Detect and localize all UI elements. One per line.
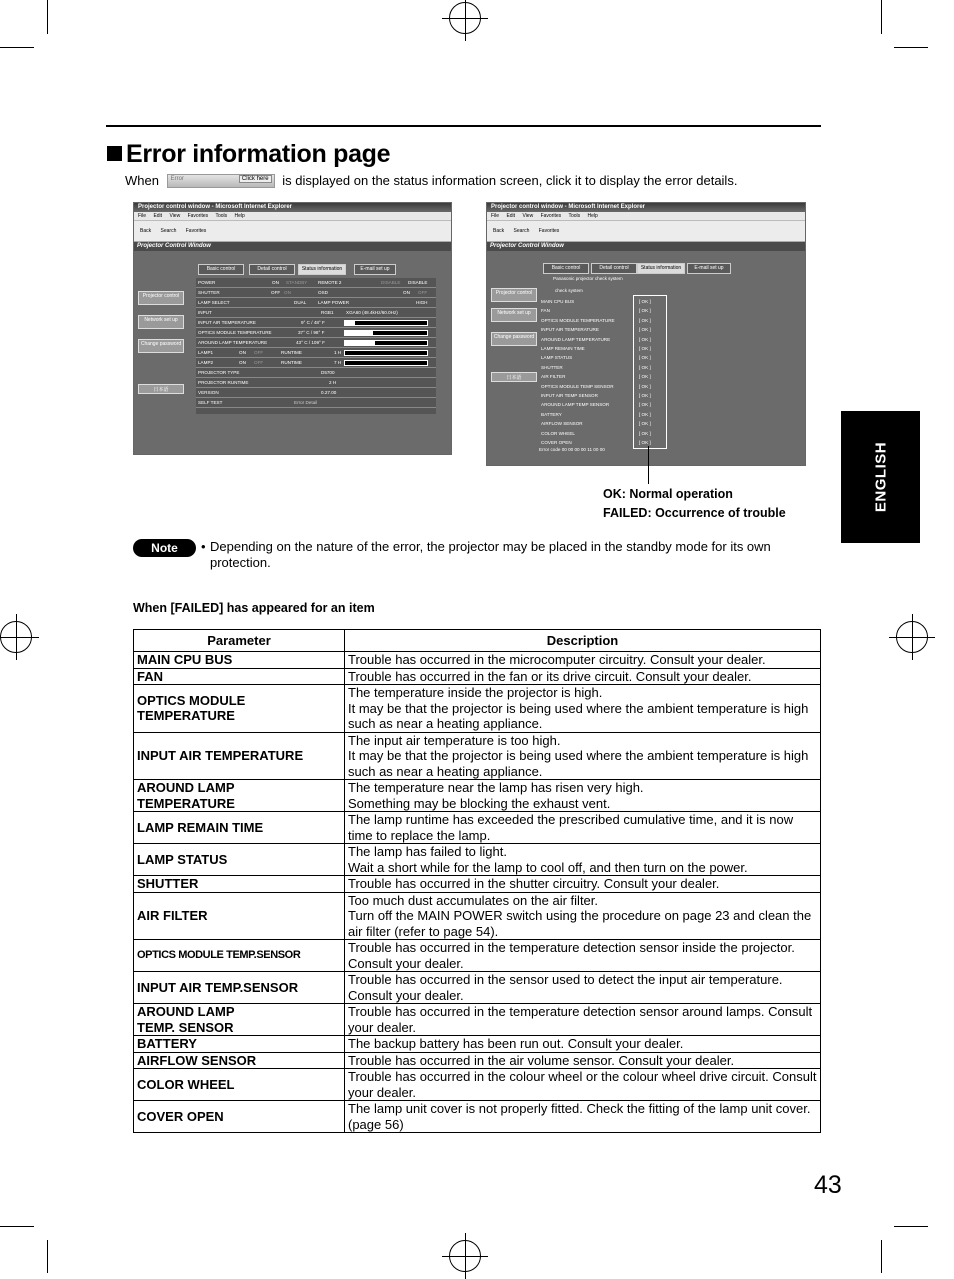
tab-detail-control: Detail control: [591, 263, 637, 274]
description-cell: Trouble has occurred in the sensor used to detect the input air temperature. Consult your dealer.: [345, 972, 821, 1004]
toolbar: Back Search Favorites: [134, 221, 451, 242]
projector-control-button: Projector control: [491, 288, 537, 302]
description-cell: Trouble has occurred in the microcomputer circuitry. Consult your dealer.: [345, 652, 821, 669]
table-row: [134, 652, 821, 669]
japanese-button: 日本語: [138, 384, 184, 394]
window-band: Projector Control Window: [134, 242, 451, 251]
table-row: [134, 812, 821, 844]
legend-ok: OK: Normal operation: [603, 487, 733, 501]
description-cell: The temperature inside the projector is high. It may be that the projector is being used where the ambient temperature is high such as near a heating appliance.: [345, 685, 821, 733]
tab-email-setup: E-mail set up: [354, 264, 396, 275]
tab-basic-control: Basic control: [198, 264, 244, 275]
status-grid: POWER ON STANDBY REMOTE 2 DISABLE DISABLE SHUTTER ON OFF OSD ON OFF LAMP SELECT DUAL LAMP POWER HIGH INPUT RGB1 XGA60 (48.4kHz/60.0Hz) INPUT AIR TEMPERATURE 9° C / 48° F OPTICS MODULE TEMPERATURE 37° C / 98° F AROUND LAMP TEMPERATURE 43° C / 109° F LAMP1 ON OFF RUNTIME 1 H LAMP2 ON OFF RUNTIME 7 H PROJECTOR TYPE D5700 PROJECTOR RUNTIME 2 H VERSION 0.27.00 SELF TEST Error Detail: [196, 278, 436, 414]
crop-mark: [894, 1226, 928, 1227]
check-item: OPTICS MODULE TEMP SENSOR: [541, 383, 614, 389]
page-body: [487, 251, 805, 465]
crop-mark: [894, 47, 928, 48]
check-status: [ OK ]: [639, 402, 651, 408]
error-screenshot: [486, 202, 806, 466]
crop-mark: [47, 0, 48, 34]
menu-bar: File Edit View Favorites Tools Help: [134, 212, 451, 221]
tab-basic-control: Basic control: [543, 263, 589, 274]
check-status: [ OK ]: [639, 355, 651, 361]
description-cell: The lamp runtime has exceeded the prescribed cumulative time, and it is now time to replace the lamp.: [345, 812, 821, 844]
page-number: 43: [814, 1171, 842, 1199]
intro-line: [125, 173, 737, 189]
japanese-button: 日本語: [491, 372, 537, 382]
temp-bar: [344, 330, 428, 336]
check-status: [ OK ]: [639, 346, 651, 351]
table-row: [134, 844, 821, 876]
table-row: [134, 732, 821, 780]
change-password-button: Change password: [138, 339, 184, 353]
check-status: [ OK ]: [639, 327, 651, 333]
param-cell: OPTICS MODULE TEMP.SENSOR: [134, 940, 345, 972]
error-code: Error code 00 00 00 00 11 00 00: [539, 447, 605, 452]
projector-control-button: Projector control: [138, 291, 184, 305]
network-setup-button: Network set up: [491, 308, 537, 322]
network-setup-button: Network set up: [138, 315, 184, 329]
description-cell: Trouble has occurred in the temperature detection sensor inside the projector. Consult your dealer.: [345, 940, 821, 972]
crop-mark: [881, 1240, 882, 1273]
param-cell: COVER OPEN: [134, 1101, 345, 1133]
description-cell: Too much dust accumulates on the air filter. Turn off the MAIN POWER switch using the procedure on page 23 and clean the air filter (refer to page 54).: [345, 892, 821, 940]
intro-before: When: [125, 173, 159, 188]
registration-mark: [0, 621, 32, 653]
status-screenshot: [133, 202, 452, 455]
table-header-row: [134, 630, 821, 652]
table-row: [134, 1101, 821, 1133]
check-item: LAMP STATUS: [541, 355, 573, 361]
check-item: AIRFLOW SENSOR: [541, 421, 583, 427]
table-row: [134, 876, 821, 893]
tab-status-information: Status information: [637, 263, 685, 274]
error-button-image: Error Click here: [167, 174, 275, 188]
check-status: [ OK ]: [639, 374, 651, 380]
description-cell: Trouble has occurred in the air volume sensor. Consult your dealer.: [345, 1052, 821, 1069]
tab-status-information: Status information: [298, 264, 346, 275]
check-status: [ OK ]: [639, 317, 651, 323]
check-item: LAMP REMAIN TIME: [541, 346, 585, 351]
param-cell: INPUT AIR TEMPERATURE: [134, 732, 345, 780]
window-band: Projector Control Window: [487, 242, 805, 251]
square-bullet-icon: [107, 146, 122, 161]
check-item: AROUND LAMP TEMPERATURE: [541, 336, 611, 342]
temp-bar: [344, 320, 428, 326]
registration-mark: [449, 1240, 481, 1272]
window-title: Projector control window - Microsoft Internet Explorer: [487, 203, 805, 212]
page-body: [134, 251, 451, 454]
table-subhead: When [FAILED] has appeared for an item: [133, 601, 375, 615]
description-cell: The backup battery has been run out. Consult your dealer.: [345, 1036, 821, 1053]
check-status: [ OK ]: [639, 421, 651, 427]
legend-failed: FAILED: Occurrence of trouble: [603, 506, 786, 520]
check-status: [ OK ]: [639, 411, 651, 417]
check-status: [ OK ]: [639, 299, 651, 304]
intro-after: is displayed on the status information screen, click it to display the error details.: [282, 173, 738, 188]
check-item: COLOR WHEEL: [541, 430, 575, 436]
table-row: [134, 940, 821, 972]
check-item: OPTICS MODULE TEMPERATURE: [541, 317, 615, 323]
page-title: Error information page: [107, 140, 390, 169]
menu-bar: File Edit View Favorites Tools Help: [487, 212, 805, 221]
registration-mark: [896, 621, 928, 653]
description-cell: The lamp has failed to light. Wait a short while for the lamp to cool off, and then turn on the power.: [345, 844, 821, 876]
description-cell: The temperature near the lamp has risen very high. Something may be blocking the exhaust vent.: [345, 780, 821, 812]
check-status: [ OK ]: [639, 383, 651, 389]
param-cell: COLOR WHEEL: [134, 1069, 345, 1101]
description-cell: Trouble has occurred in the temperature detection sensor around lamps. Consult your dealer.: [345, 1004, 821, 1036]
param-cell: SHUTTER: [134, 876, 345, 893]
check-item: BATTERY: [541, 411, 562, 417]
crop-mark: [47, 1240, 48, 1273]
crop-mark: [0, 1226, 34, 1227]
table-row: [134, 668, 821, 685]
callout-line: [648, 446, 649, 484]
table-row: [134, 1036, 821, 1053]
param-cell: OPTICS MODULE TEMPERATURE: [134, 685, 345, 733]
description-cell: The input air temperature is too high. It may be that the projector is being used where the ambient temperature is high such as near a heating appliance.: [345, 732, 821, 780]
check-item: AIR FILTER: [541, 374, 566, 380]
change-password-button: Change password: [491, 332, 537, 346]
check-status: [ OK ]: [639, 430, 651, 436]
table-row: [134, 972, 821, 1004]
crop-mark: [881, 0, 882, 34]
param-cell: AROUND LAMP TEMP. SENSOR: [134, 1004, 345, 1036]
param-cell: AIR FILTER: [134, 892, 345, 940]
error-table: [133, 629, 821, 1133]
registration-mark: [449, 2, 481, 34]
toolbar: Back Search Favorites: [487, 221, 805, 242]
param-cell: INPUT AIR TEMP.SENSOR: [134, 972, 345, 1004]
check-status: [ OK ]: [639, 364, 651, 370]
check-subheading: check system: [555, 288, 583, 293]
header-parameter: Parameter: [134, 630, 345, 652]
param-cell: MAIN CPU BUS: [134, 652, 345, 669]
table-row: [134, 685, 821, 733]
check-item: SHUTTER: [541, 364, 563, 370]
table-row: [134, 892, 821, 940]
language-tab: ENGLISH: [841, 411, 920, 543]
check-item: COVER OPEN: [541, 440, 572, 445]
param-cell: LAMP REMAIN TIME: [134, 812, 345, 844]
check-item: MAIN CPU BUS: [541, 299, 575, 304]
check-status: [ OK ]: [639, 393, 651, 398]
crop-mark: [0, 47, 34, 48]
param-cell: LAMP STATUS: [134, 844, 345, 876]
table-row: [134, 1052, 821, 1069]
param-cell: BATTERY: [134, 1036, 345, 1053]
param-cell: FAN: [134, 668, 345, 685]
tab-email-setup: E-mail set up: [687, 263, 731, 274]
param-cell: AROUND LAMP TEMPERATURE: [134, 780, 345, 812]
header-description: Description: [345, 630, 821, 652]
temp-bar: [344, 340, 428, 346]
tab-detail-control: Detail control: [249, 264, 295, 275]
top-rule: [106, 125, 821, 127]
bullet: •: [201, 539, 206, 554]
check-item: INPUT AIR TEMP SENSOR: [541, 393, 598, 398]
check-item: INPUT AIR TEMPERATURE: [541, 327, 599, 333]
check-status: [ OK ]: [639, 308, 651, 314]
table-row: [134, 1004, 821, 1036]
table-row: [134, 1069, 821, 1101]
note-badge: Note: [133, 539, 196, 557]
param-cell: AIRFLOW SENSOR: [134, 1052, 345, 1069]
check-item: AROUND LAMP TEMP SENSOR: [541, 402, 610, 408]
note-text: • Depending on the nature of the error, the projector may be placed in the standby mode for its own protection.: [201, 539, 771, 570]
check-item: FAN: [541, 308, 550, 314]
check-status: [ OK ]: [639, 440, 651, 445]
description-cell: Trouble has occurred in the fan or its drive circuit. Consult your dealer.: [345, 668, 821, 685]
description-cell: Trouble has occurred in the colour wheel or the colour wheel drive circuit. Consult your dealer.: [345, 1069, 821, 1101]
check-status: [ OK ]: [639, 336, 651, 342]
check-heading: Panasonic projector check system: [553, 276, 623, 281]
window-title: Projector control window - Microsoft Internet Explorer: [134, 203, 451, 212]
description-cell: The lamp unit cover is not properly fitted. Check the fitting of the lamp unit cover. (page 56): [345, 1101, 821, 1133]
table-row: [134, 780, 821, 812]
description-cell: Trouble has occurred in the shutter circuitry. Consult your dealer.: [345, 876, 821, 893]
